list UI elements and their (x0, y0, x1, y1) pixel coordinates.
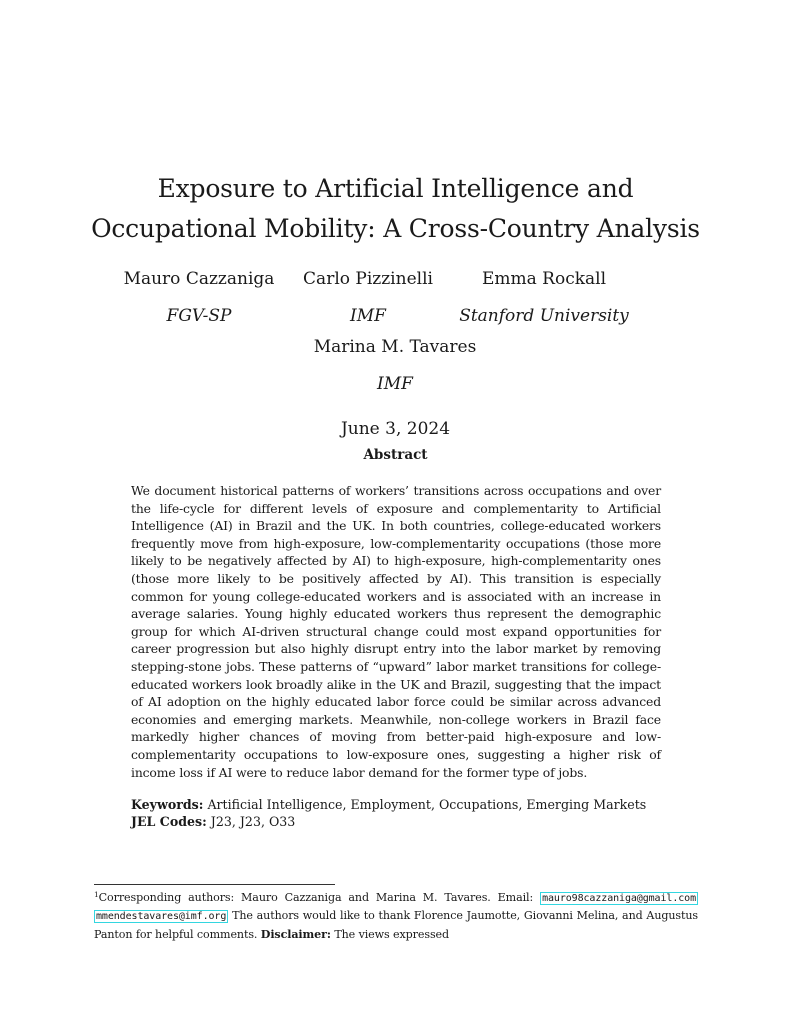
author-block (290, 268, 446, 327)
footnote-thanks: The authors would like to thank Florence Jaumotte, Giovanni Melina, and Augustus Panton for helpful comments. (94, 909, 698, 941)
author-block (456, 268, 632, 327)
author-name: Carlo Pizzinelli (303, 269, 433, 289)
keywords-line (131, 796, 691, 814)
footnote-lead: Corresponding authors: Mauro Cazzaniga and Marina M. Tavares. Email: (98, 891, 534, 904)
jel-codes-value: J23, J23, O33 (210, 814, 296, 829)
publication-date: June 3, 2024 (340, 419, 451, 439)
author-name: Marina M. Tavares (313, 337, 477, 357)
jel-codes-label: JEL Codes: (131, 814, 207, 829)
abstract-text: We document historical patterns of workers’ transitions across occupations and over the life-cycle for different levels of exposure and complementarity to Artificial Intelligence (AI) in Brazil and the UK. In both countries, college-educated workers frequently move from high-exposure, low-complementarity occupations (those more likely to be negatively affected by AI) to high-exposure, high-complementarity ones (those more likely to be positively affected by AI). This transition is especially common for young college-educated workers and is associated with an increase in average salaries. Young highly educated workers thus represent the demographic group for which AI-driven structural change could most expand opportunities for career progression but also highly disrupt entry into the labor market by removing stepping-stone jobs. These patterns of “upward” labor market transitions for college-educated workers look broadly alike in the UK and Brazil, suggesting that the impact of AI adoption on the highly educated labor force could be similar across advanced economies and emerging markets. Meanwhile, non-college workers in Brazil face markedly higher chances of moving from better-paid high-exposure and low-complementarity occupations to low-exposure ones, suggesting a higher risk of income loss if AI were to reduce labor demand for the former type of jobs. (131, 483, 661, 780)
author-affiliation: Stanford University (459, 306, 629, 326)
footnote (94, 886, 698, 943)
footnote-marker: 1 (94, 890, 99, 899)
keywords-value: Artificial Intelligence, Employment, Occupations, Emerging Markets (207, 797, 647, 812)
jel-codes-line (131, 813, 691, 831)
author-block (300, 336, 490, 395)
author-name: Emma Rockall (481, 269, 607, 289)
disclaimer-text: The views expressed (334, 927, 450, 941)
email-link-tavares[interactable]: mmendestavares@imf.org (96, 911, 227, 923)
author-affiliation: FGV-SP (166, 306, 232, 326)
footnote-divider (94, 884, 335, 885)
paper-title: Exposure to Artificial Intelligence and Occupational Mobility: A Cross-Country Analysis (91, 173, 700, 243)
disclaimer-label: Disclaimer: (260, 927, 331, 941)
abstract-heading: Abstract (363, 447, 428, 463)
author-name: Mauro Cazzaniga (123, 269, 275, 289)
email-link-cazzaniga[interactable]: mauro98cazzaniga@gmail.com (542, 893, 696, 904)
author-affiliation: IMF (350, 306, 386, 326)
author-block (118, 268, 280, 327)
keywords-label: Keywords: (131, 797, 204, 812)
author-affiliation: IMF (377, 374, 413, 394)
